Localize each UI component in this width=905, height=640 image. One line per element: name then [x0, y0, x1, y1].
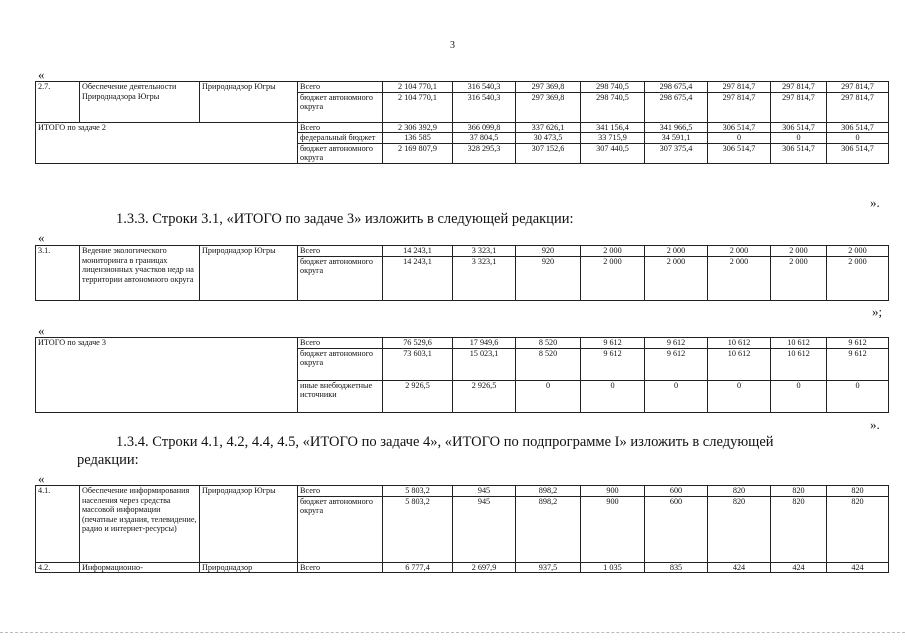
value-cell: 0 — [827, 380, 889, 412]
value-cell: 820 — [827, 496, 889, 562]
value-cell: 9 612 — [645, 348, 708, 380]
total-label: ИТОГО по задаче 2 — [36, 122, 298, 163]
value-cell: 2 000 — [645, 256, 708, 300]
value-cell: 2 926,5 — [453, 380, 516, 412]
table-task-3-total — [35, 337, 889, 413]
value-cell: 600 — [645, 496, 708, 562]
value-cell: 2 697,9 — [453, 562, 516, 573]
value-cell: 835 — [645, 562, 708, 573]
executor: Природнадзор — [200, 562, 298, 573]
value-cell: 945 — [453, 496, 516, 562]
value-cell: 9 612 — [581, 348, 645, 380]
activity-name: Обеспечение информирования населения через средства массовой информации (печатные издания, телевидение, радио и интернет-ресурсы) — [80, 486, 200, 563]
value-cell: 2 000 — [827, 256, 889, 300]
value-cell: 17 949,6 — [453, 338, 516, 349]
value-cell: 0 — [827, 133, 889, 144]
value-cell: 298 675,4 — [645, 82, 708, 93]
value-cell: 898,2 — [516, 486, 581, 497]
value-cell: 297 814,7 — [771, 92, 827, 122]
page-cut-line — [0, 632, 905, 633]
value-cell: 10 612 — [771, 338, 827, 349]
funding-source: Всего — [298, 246, 383, 257]
value-cell: 820 — [827, 486, 889, 497]
value-cell: 14 243,1 — [383, 256, 453, 300]
value-cell: 5 803,2 — [383, 496, 453, 562]
value-cell: 2 000 — [581, 246, 645, 257]
funding-source: бюджет автономного округа — [298, 92, 383, 122]
value-cell: 2 000 — [708, 256, 771, 300]
activity-name: Обеспечение деятельности Природнадзора Югры — [80, 82, 200, 123]
table-row — [36, 562, 889, 573]
open-quote: « — [38, 471, 45, 486]
value-cell: 3 323,1 — [453, 246, 516, 257]
section-heading-continued: редакции: — [77, 452, 139, 468]
value-cell: 9 612 — [827, 348, 889, 380]
value-cell: 37 804,5 — [453, 133, 516, 144]
value-cell: 10 612 — [708, 338, 771, 349]
value-cell: 33 715,9 — [581, 133, 645, 144]
value-cell: 328 295,3 — [453, 143, 516, 163]
activity-name: Информационно- — [80, 562, 200, 573]
value-cell: 298 740,5 — [581, 82, 645, 93]
value-cell: 298 675,4 — [645, 92, 708, 122]
funding-source: бюджет автономного округа — [298, 496, 383, 562]
section-heading: 1.3.4. Строки 4.1, 4.2, 4.4, 4.5, «ИТОГО по задаче 4», «ИТОГО по подпрограмме I» изложить в следующей — [116, 434, 774, 450]
value-cell: 306 514,7 — [708, 143, 771, 163]
value-cell: 297 814,7 — [827, 82, 889, 93]
value-cell: 297 814,7 — [827, 92, 889, 122]
value-cell: 9 612 — [827, 338, 889, 349]
value-cell: 2 104 770,1 — [383, 82, 453, 93]
value-cell: 2 000 — [581, 256, 645, 300]
value-cell: 306 514,7 — [827, 122, 889, 133]
value-cell: 306 514,7 — [708, 122, 771, 133]
executor: Природнадзор Югры — [200, 246, 298, 301]
activity-name: Ведение экологического мониторинга в границах лицензионных участков недр на территории автономного округа — [80, 246, 200, 301]
value-cell: 920 — [516, 256, 581, 300]
value-cell: 937,5 — [516, 562, 581, 573]
value-cell: 0 — [771, 380, 827, 412]
table-row — [36, 82, 889, 93]
value-cell: 6 777,4 — [383, 562, 453, 573]
open-quote: « — [38, 230, 45, 245]
value-cell: 341 156,4 — [581, 122, 645, 133]
value-cell: 0 — [771, 133, 827, 144]
value-cell: 920 — [516, 246, 581, 257]
value-cell: 366 099,8 — [453, 122, 516, 133]
value-cell: 9 612 — [645, 338, 708, 349]
value-cell: 297 814,7 — [708, 92, 771, 122]
value-cell: 297 814,7 — [771, 82, 827, 93]
table-row — [36, 122, 889, 133]
section-heading: 1.3.3. Строки 3.1, «ИТОГО по задаче 3» изложить в следующей редакции: — [116, 211, 574, 227]
close-quote: ». — [870, 417, 880, 432]
value-cell: 34 591,1 — [645, 133, 708, 144]
value-cell: 820 — [771, 486, 827, 497]
row-number: 2.7. — [36, 82, 80, 123]
table-row — [36, 246, 889, 257]
value-cell: 2 000 — [827, 246, 889, 257]
page-number: 3 — [450, 40, 455, 51]
value-cell: 820 — [771, 496, 827, 562]
value-cell: 0 — [516, 380, 581, 412]
value-cell: 306 514,7 — [771, 122, 827, 133]
value-cell: 2 000 — [771, 246, 827, 257]
executor: Природнадзор Югры — [200, 82, 298, 123]
value-cell: 9 612 — [581, 338, 645, 349]
value-cell: 298 740,5 — [581, 92, 645, 122]
executor: Природнадзор Югры — [200, 486, 298, 563]
value-cell: 337 626,1 — [516, 122, 581, 133]
funding-source: иные внебюджетные источники — [298, 380, 383, 412]
value-cell: 0 — [645, 380, 708, 412]
funding-source: федеральный бюджет — [298, 133, 383, 144]
funding-source: Всего — [298, 82, 383, 93]
value-cell: 898,2 — [516, 496, 581, 562]
total-label: ИТОГО по задаче 3 — [36, 338, 298, 413]
value-cell: 14 243,1 — [383, 246, 453, 257]
value-cell: 30 473,5 — [516, 133, 581, 144]
value-cell: 10 612 — [708, 348, 771, 380]
table-row-3-1 — [35, 245, 889, 301]
value-cell: 424 — [708, 562, 771, 573]
value-cell: 2 104 770,1 — [383, 92, 453, 122]
value-cell: 424 — [771, 562, 827, 573]
table-task-2 — [35, 81, 889, 164]
close-quote: »; — [872, 304, 883, 319]
value-cell: 2 926,5 — [383, 380, 453, 412]
value-cell: 8 520 — [516, 338, 581, 349]
row-number: 4.1. — [36, 486, 80, 563]
open-quote: « — [38, 67, 45, 82]
value-cell: 297 369,8 — [516, 82, 581, 93]
value-cell: 424 — [827, 562, 889, 573]
value-cell: 2 169 807,9 — [383, 143, 453, 163]
value-cell: 2 306 392,9 — [383, 122, 453, 133]
table-row — [36, 338, 889, 349]
value-cell: 1 035 — [581, 562, 645, 573]
funding-source: бюджет автономного округа — [298, 143, 383, 163]
value-cell: 15 023,1 — [453, 348, 516, 380]
value-cell: 3 323,1 — [453, 256, 516, 300]
value-cell: 307 375,4 — [645, 143, 708, 163]
row-number: 3.1. — [36, 246, 80, 301]
value-cell: 76 529,6 — [383, 338, 453, 349]
value-cell: 306 514,7 — [771, 143, 827, 163]
value-cell: 73 603,1 — [383, 348, 453, 380]
table-task-4 — [35, 485, 889, 573]
value-cell: 8 520 — [516, 348, 581, 380]
close-quote: ». — [870, 195, 880, 210]
value-cell: 10 612 — [771, 348, 827, 380]
value-cell: 0 — [708, 380, 771, 412]
value-cell: 306 514,7 — [827, 143, 889, 163]
funding-source: Всего — [298, 338, 383, 349]
value-cell: 820 — [708, 496, 771, 562]
value-cell: 900 — [581, 496, 645, 562]
value-cell: 307 440,5 — [581, 143, 645, 163]
value-cell: 316 540,3 — [453, 92, 516, 122]
funding-source: Всего — [298, 562, 383, 573]
value-cell: 2 000 — [645, 246, 708, 257]
value-cell: 5 803,2 — [383, 486, 453, 497]
value-cell: 0 — [708, 133, 771, 144]
open-quote: « — [38, 323, 45, 338]
value-cell: 136 585 — [383, 133, 453, 144]
value-cell: 2 000 — [771, 256, 827, 300]
funding-source: Всего — [298, 486, 383, 497]
value-cell: 0 — [581, 380, 645, 412]
funding-source: Всего — [298, 122, 383, 133]
value-cell: 900 — [581, 486, 645, 497]
value-cell: 341 966,5 — [645, 122, 708, 133]
table-row — [36, 486, 889, 497]
value-cell: 945 — [453, 486, 516, 497]
value-cell: 820 — [708, 486, 771, 497]
value-cell: 297 369,8 — [516, 92, 581, 122]
value-cell: 297 814,7 — [708, 82, 771, 93]
row-number: 4.2. — [36, 562, 80, 573]
funding-source: бюджет автономного округа — [298, 348, 383, 380]
value-cell: 316 540,3 — [453, 82, 516, 93]
value-cell: 2 000 — [708, 246, 771, 257]
value-cell: 307 152,6 — [516, 143, 581, 163]
funding-source: бюджет автономного округа — [298, 256, 383, 300]
value-cell: 600 — [645, 486, 708, 497]
